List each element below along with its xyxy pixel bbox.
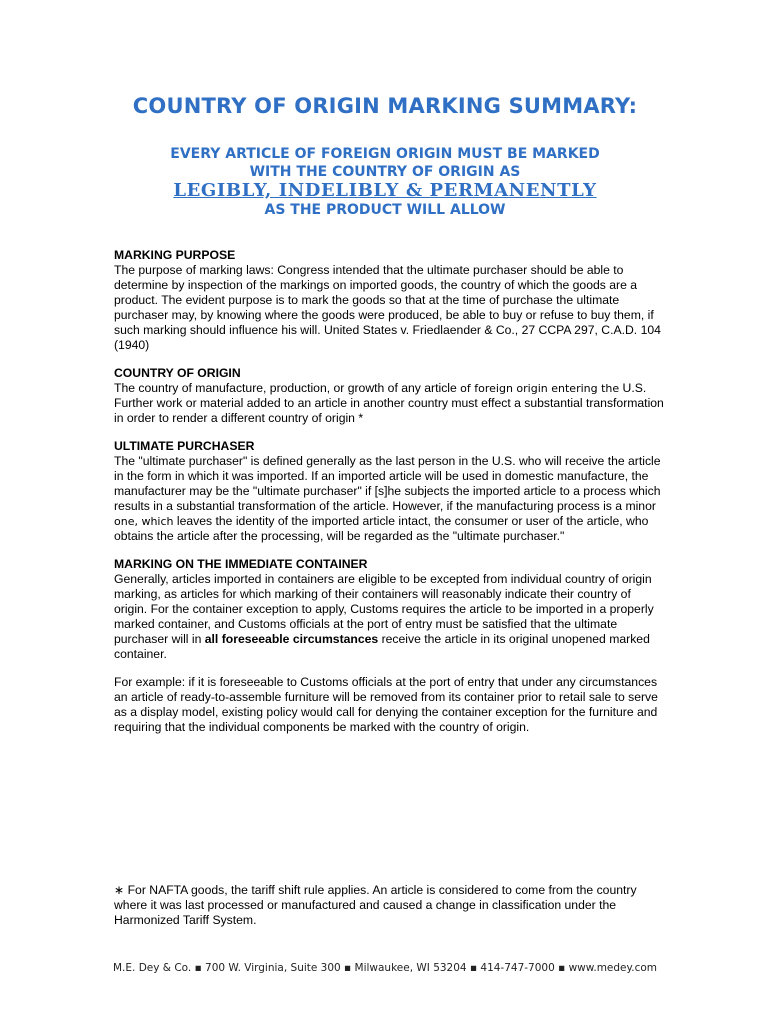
text-part: Generally, articles imported in containers are eligible to be excepted from individual country of origin marking, as articles for which marking of their containers will reasonably indicate their country of origin. For the container exception to apply, Customs requires the article to be imported in a properly marked container, and Customs officials at the port of entry must be satisfied that the ultimate purchaser will in xyxy=(114,572,654,646)
subtitle-line-4: AS THE PRODUCT WILL ALLOW xyxy=(264,202,506,218)
section-marking-purpose xyxy=(114,248,664,353)
section-ultimate-purchaser xyxy=(114,439,664,544)
text-part-alt-font: of foreign origin entering the xyxy=(460,382,620,395)
text-part: U.S. Further work or material added to an article in another country must effect a substantial transformation in order to render a different country of origin * xyxy=(114,381,664,425)
subtitle-emphasis: LEGIBLY, INDELIBLY & PERMANENTLY xyxy=(173,180,597,201)
section-text xyxy=(114,572,664,662)
section-text xyxy=(114,381,664,426)
text-part: The country of manufacture, production, or growth of any article xyxy=(114,381,461,395)
section-text xyxy=(114,454,664,544)
section-heading: MARKING PURPOSE xyxy=(114,248,236,262)
section-heading: ULTIMATE PURCHASER xyxy=(114,439,255,453)
document-body xyxy=(114,248,664,748)
page-footer: M.E. Dey & Co. ▪ 700 W. Virginia, Suite 300 ▪ Milwaukee, WI 53204 ▪ 414-747-7000 ▪ www.medey.com xyxy=(113,962,657,974)
page-title: COUNTRY OF ORIGIN MARKING SUMMARY: xyxy=(132,94,638,118)
footnote: ∗ For NAFTA goods, the tariff shift rule applies. An article is considered to come from the country where it was last processed or manufactured and caused a change in classification under the Harmonized Tariff System. xyxy=(114,883,637,927)
section-country-of-origin xyxy=(114,366,664,426)
text-part-alt-font: one, which xyxy=(114,515,174,528)
section-immediate-container xyxy=(114,557,664,662)
subtitle-line-2: WITH THE COUNTRY OF ORIGIN AS xyxy=(249,164,521,180)
text-part: The "ultimate purchaser" is defined generally as the last person in the U.S. who will receive the article in the form in which it was imported. If an imported article will be used in domestic manufacture, the manufacturer may be the "ultimate purchaser" if [s]he subjects the imported article to a process which results in a substantial transformation of the article. However, if the manufacturing process is a minor xyxy=(114,454,661,513)
section-heading: COUNTRY OF ORIGIN xyxy=(114,366,241,380)
subtitle-line-1: EVERY ARTICLE OF FOREIGN ORIGIN MUST BE MARKED xyxy=(170,146,600,162)
text-part: receive the article in its original unopened marked container. xyxy=(114,632,650,661)
section-text: The purpose of marking laws: Congress intended that the ultimate purchaser should be able to determine by inspection of the markings on imported goods, the country of which the goods are a product. The evident purpose is to mark the goods so that at the time of purchase the ultimate purchaser may, by knowing where the goods were produced, be able to buy or refuse to buy them, if such marking should influence his will. United States v. Friedlaender & Co., 27 CCPA 297, C.A.D. 104 (1940) xyxy=(114,263,661,352)
example-paragraph: For example: if it is foreseeable to Customs officials at the port of entry that under any circumstances an article of ready-to-assemble furniture will be removed from its container prior to retail sale to serve as a display model, existing policy would call for denying the container exception for the furniture and requiring that the individual components be marked with the country of origin. xyxy=(114,675,658,734)
text-bold: all foreseeable circumstances xyxy=(204,632,379,646)
text-part: leaves the identity of the imported article intact, the consumer or user of the article, who obtains the article after the processing, will be regarded as the "ultimate purchaser." xyxy=(114,514,649,543)
section-heading: MARKING ON THE IMMEDIATE CONTAINER xyxy=(114,557,368,571)
